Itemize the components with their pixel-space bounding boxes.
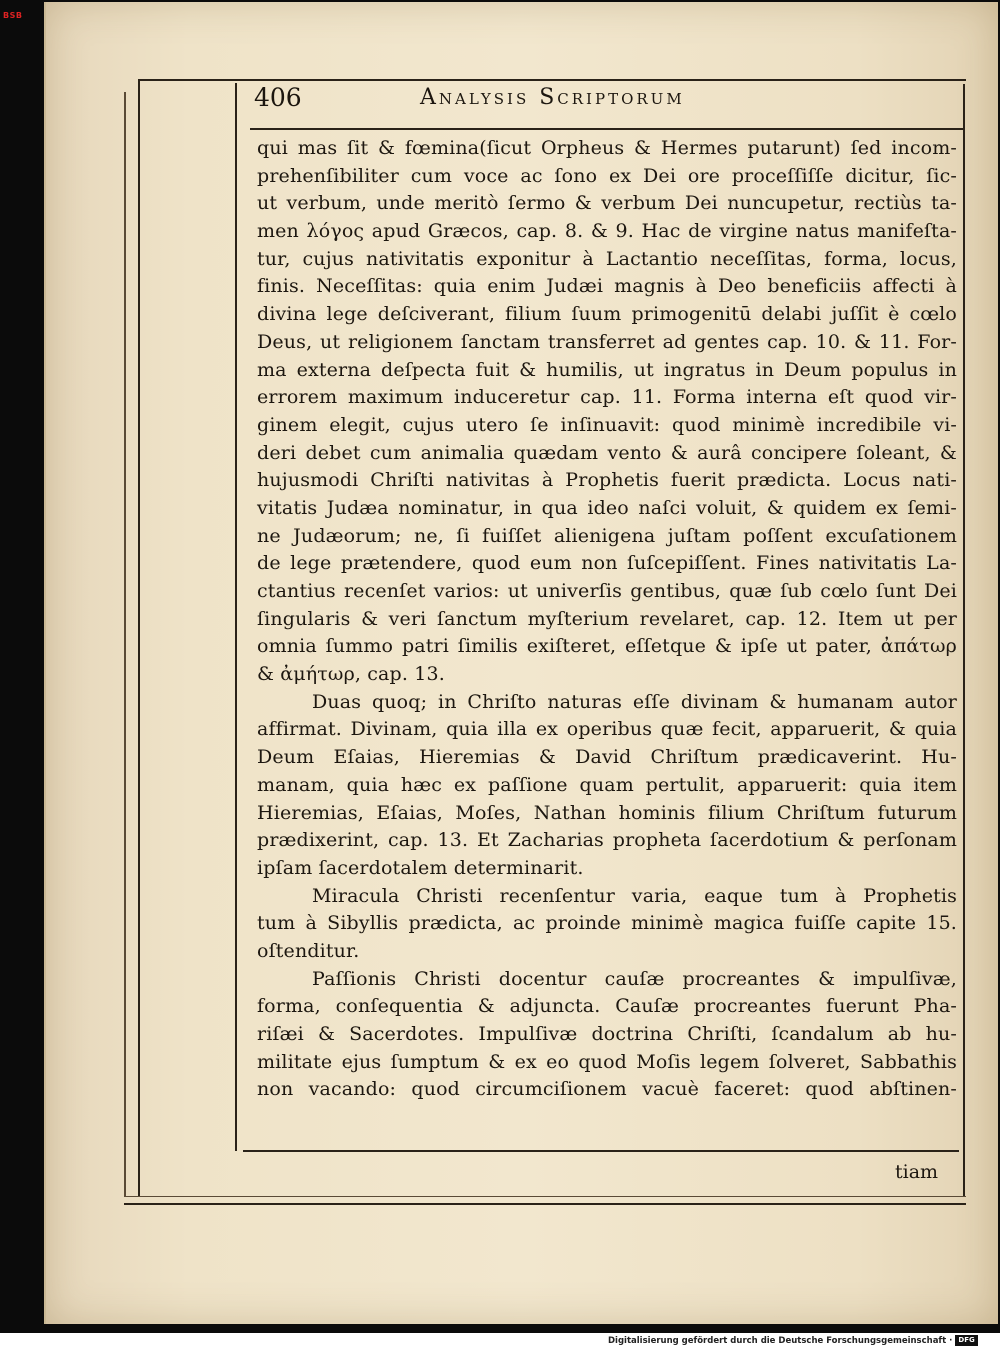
text-line: ctantius recenſet varios: ut univerſis gentibus, quæ ſub cœlo ſunt Dei: [257, 580, 957, 602]
text-line: deri debet cum animalia quædam vento & aurâ concipere ſoleant, &: [257, 441, 957, 464]
footer-rule: [243, 1150, 959, 1152]
text-line: tum à Sibyllis prædicta, ac proinde minimè magica fuiſſe capite 15.: [257, 912, 957, 935]
text-line: non vacando: quod circumciſionem vacuè faceret: quod abſtinen-: [257, 1078, 957, 1101]
text-line: Deus, ut religionem ſanctam transferret ad gentes cap. 10. & 11. For-: [257, 330, 957, 353]
text-line: men λόγος apud Græcos, cap. 8. & 9. Hac de virgine natus manifeſta-: [257, 220, 957, 243]
text-line: ginem elegit, cujus utero ſe inſinuavit: quod minimè incredibile vi-: [257, 413, 957, 436]
text-line: finis. Neceſſitas: quia enim Judæi magnis à Deo beneficiis affecti à: [257, 275, 957, 298]
text-line: manam, quia hæc ex paſſione quam pertulit, apparuerit: quia item: [257, 773, 957, 796]
text-line: hujusmodi Chriſti nativitas à Prophetis fuerit prædicta. Locus nati-: [257, 469, 957, 492]
frame-bottom-outer-rule: [124, 1196, 966, 1197]
text-line: oſtenditur.: [257, 939, 360, 962]
frame-right-rule: [963, 84, 965, 1196]
credit-text: Digitalisierung gefördert durch die Deutsche Forschungsgemeinschaft ·: [608, 1336, 953, 1346]
margin-rule: [235, 83, 237, 1151]
text-line: Deum Eſaias, Hieremias & David Chriſtum prædicaverint. Hu-: [257, 746, 957, 769]
text-line: militate ejus ſumptum & ex eo quod Moſis legem ſolveret, Sabbathis: [257, 1050, 957, 1073]
text-line: divina lege deſciverant, filium ſuum primogenitū delabi juſſit è cœlo: [257, 303, 957, 326]
frame-top-rule: [138, 79, 966, 81]
page-number: 406: [254, 83, 302, 112]
text-line: affirmat. Divinam, quia illa ex operibus quæ fecit, apparuerit, & quia: [257, 718, 957, 741]
text-line: qui mas ſit & fœmina(ſicut Orpheus & Hermes putarunt) ſed incom-: [257, 137, 957, 159]
text-line: errorem maximum induceretur cap. 11. Forma interna eſt quod vir-: [257, 386, 957, 409]
dfg-logo: DFG: [955, 1335, 977, 1346]
text-line: Duas quoq; in Chriſto naturas eſſe divinam & humanam autor: [312, 690, 957, 713]
bsb-logo: BSB: [3, 11, 23, 20]
running-head: Analysis Scriptorum: [420, 85, 685, 110]
text-line: ſingularis & veri ſanctum myſterium revelaret, cap. 12. Item ut per: [257, 607, 957, 630]
digitization-credit: [606, 1333, 1000, 1349]
text-line: ipſam ſacerdotalem determinarit.: [257, 856, 584, 879]
header-rule: [250, 128, 965, 130]
catchword: tiam: [895, 1161, 939, 1183]
frame-left-outer-rule: [124, 92, 126, 1196]
bottom-band: [0, 1333, 606, 1349]
text-line: Paſſionis Christi docentur cauſæ procreantes & impulſivæ,: [312, 967, 957, 990]
frame-bottom-rule: [124, 1203, 966, 1205]
text-line: omnia ſummo patri ſimilis exiſteret, eſſetque & ipſe ut pater, ἀπάτωρ: [257, 635, 957, 658]
text-line: ma externa deſpecta fuit & humilis, ut ingratus in Deum populus in: [257, 358, 957, 381]
text-line: forma, conſequentia & adjuncta. Cauſæ procreantes fuerunt Pha-: [257, 995, 957, 1018]
text-line: vitatis Judæa nominatur, in qua ideo naſci voluit, & quidem ex ſemi-: [257, 496, 957, 519]
body-text: [257, 135, 957, 1104]
text-line: ne Judæorum; ne, ſi fuiſſet alienigena juſtam poſſent excuſationem: [257, 524, 957, 547]
frame-left-rule: [138, 79, 140, 1196]
text-line: de lege prætendere, quod eum non ſuſcepiſſent. Fines nativitatis La-: [257, 552, 957, 575]
text-line: riſæi & Sacerdotes. Impulſivæ doctrina Chriſti, ſcandalum ab hu-: [257, 1023, 957, 1045]
text-line: Hieremias, Eſaias, Moſes, Nathan hominis filium Chriſtum futurum: [257, 801, 957, 824]
text-line: ut verbum, unde meritò ſermo & verbum Dei nuncupetur, rectiùs ta-: [257, 192, 957, 215]
text-line: tur, cujus nativitatis exponitur à Lactantio neceſſitas, forma, locus,: [257, 247, 957, 270]
text-line: Miracula Christi recenſentur varia, eaque tum à Prophetis: [312, 884, 957, 907]
text-line: prehenſibiliter cum voce ac ſono ex Dei ore proceſſiſſe dicitur, ſic-: [257, 164, 957, 187]
text-line: prædixerint, cap. 13. Et Zacharias propheta ſacerdotium & perſonam: [257, 829, 957, 852]
text-line: & ἀμήτωρ, cap. 13.: [257, 663, 445, 686]
